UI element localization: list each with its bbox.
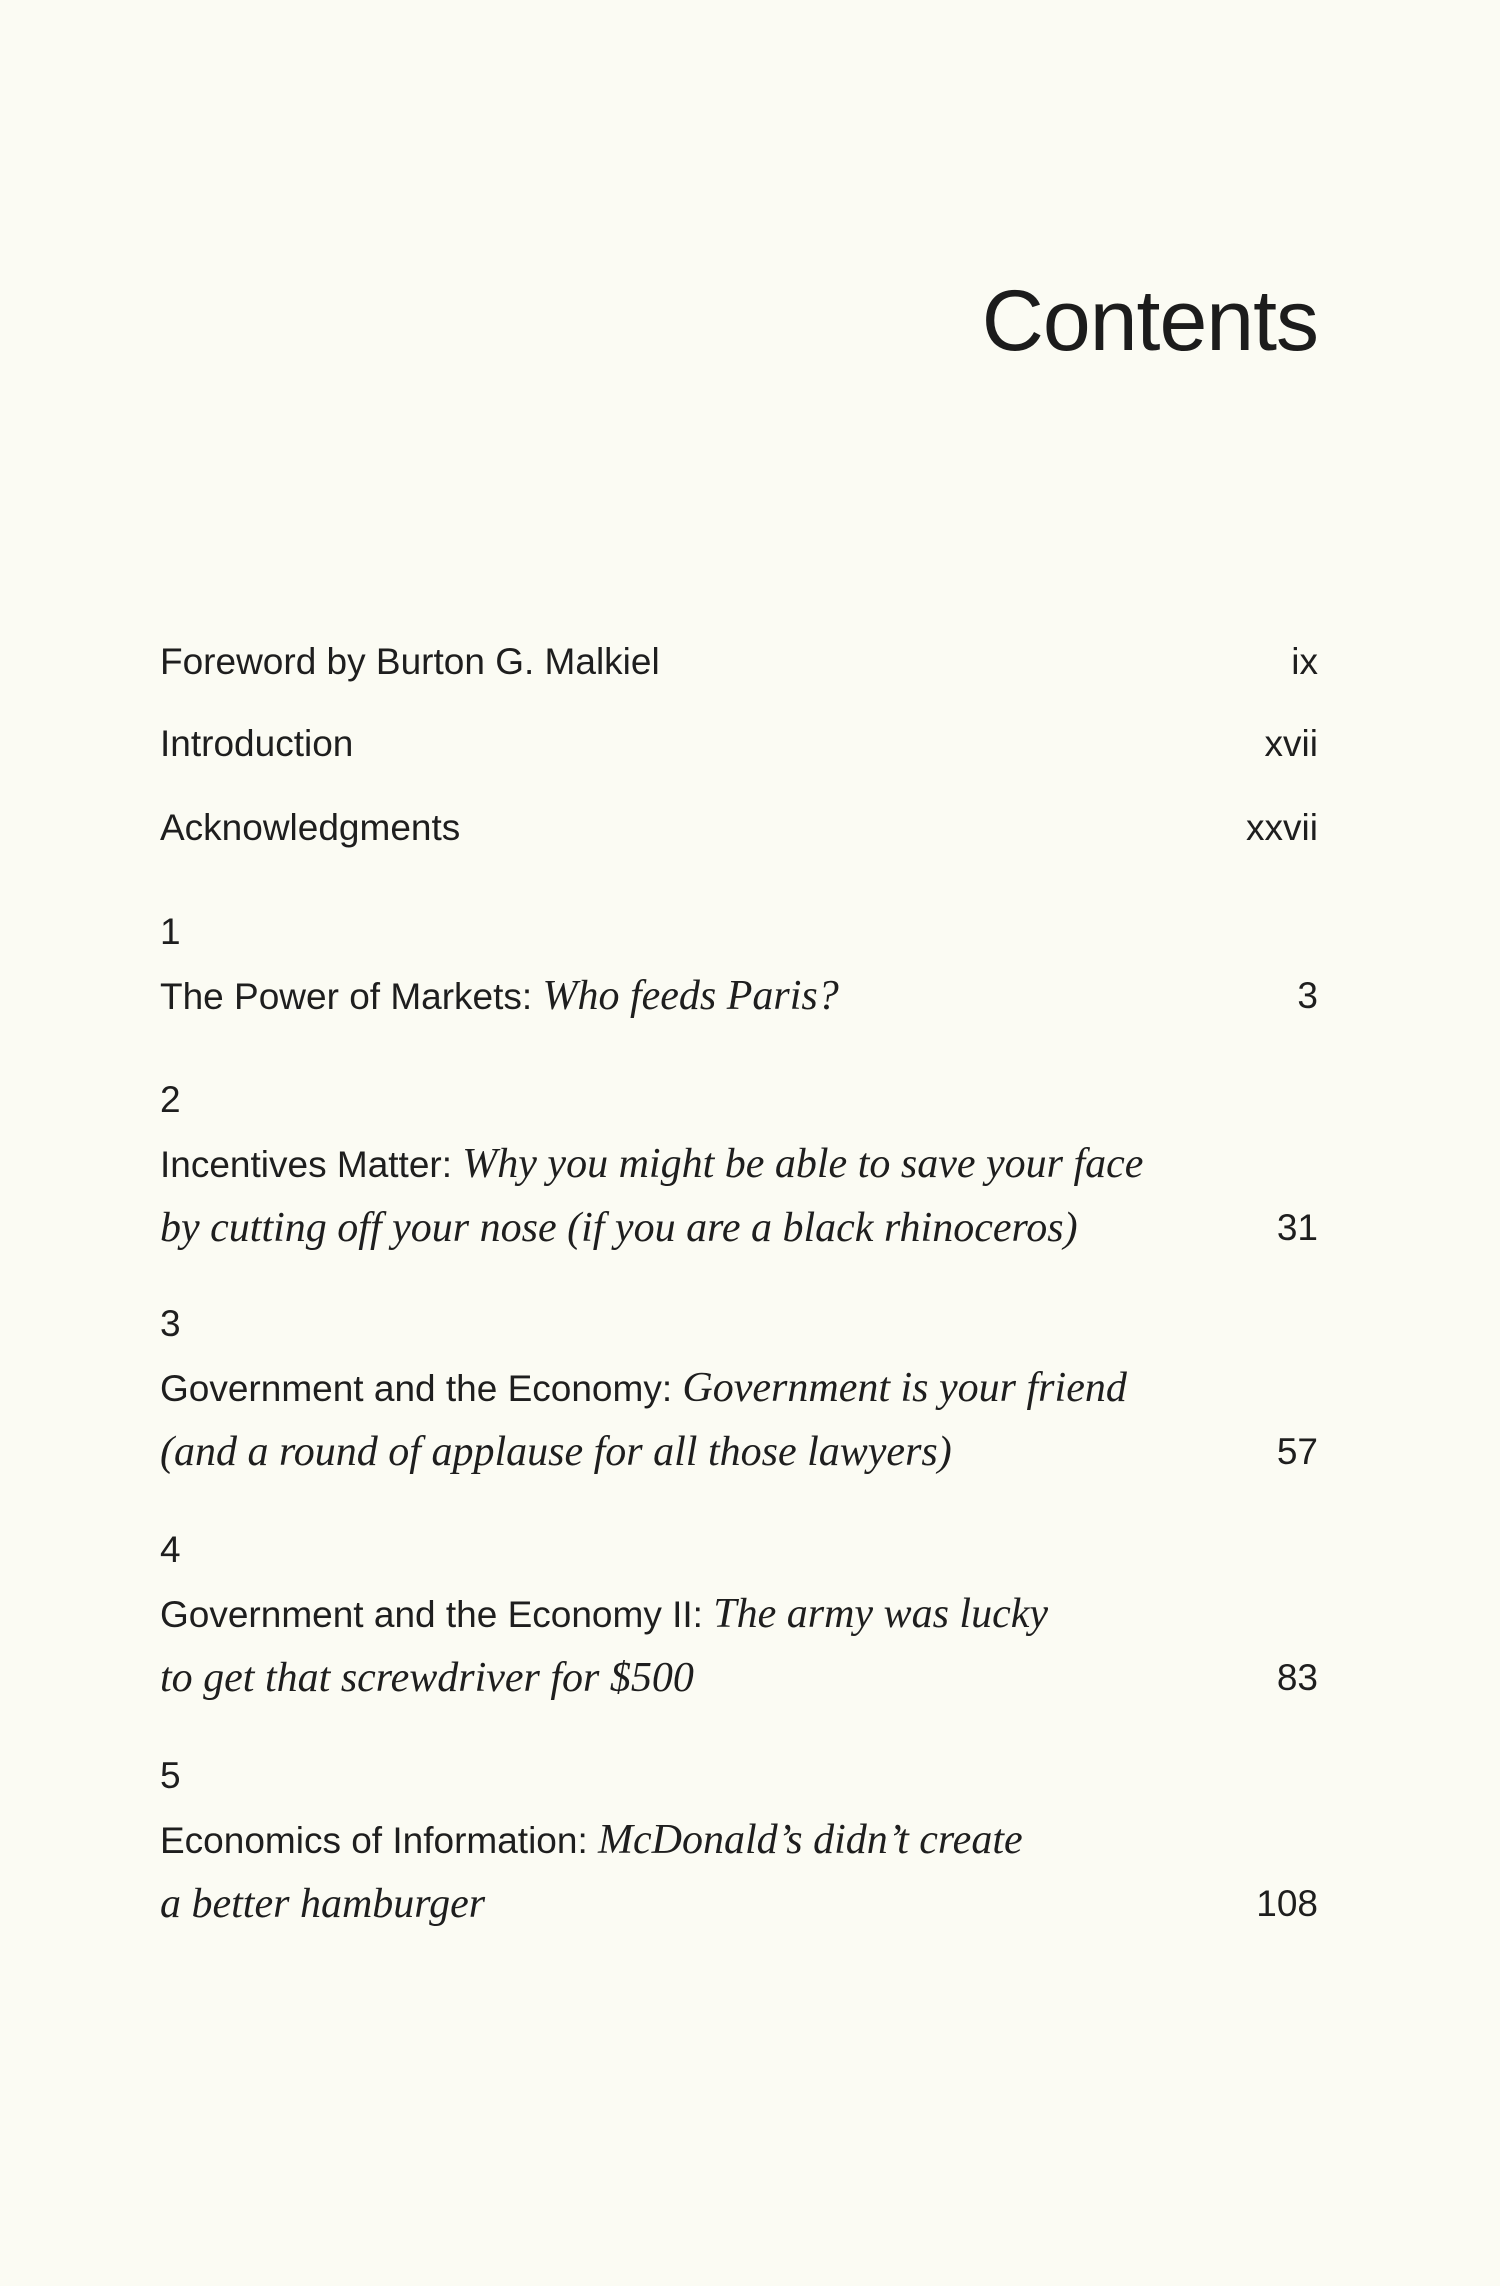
toc-entry-label: Foreword by Burton G. Malkiel xyxy=(160,641,660,682)
chapter-heading: Economics of Information: xyxy=(160,1820,588,1861)
chapter-subtitle: Who feeds Paris? xyxy=(542,973,839,1019)
chapter-number: 2 xyxy=(160,1079,181,1120)
toc-page-number: 3 xyxy=(1297,975,1318,1016)
toc-chapter-5[interactable] xyxy=(160,1744,1318,1936)
chapter-subtitle-continued: a better hamburger xyxy=(160,1881,486,1927)
toc-chapter-1[interactable] xyxy=(160,900,1318,1028)
chapter-heading: Government and the Economy: xyxy=(160,1368,673,1409)
toc-page-number: ix xyxy=(1291,641,1318,682)
chapter-heading: The Power of Markets: xyxy=(160,976,533,1017)
chapter-number: 4 xyxy=(160,1529,181,1570)
chapter-number: 5 xyxy=(160,1755,181,1796)
chapter-subtitle-continued: to get that screwdriver for $500 xyxy=(160,1655,694,1701)
chapter-subtitle: McDonald’s didn’t create xyxy=(598,1817,1023,1863)
toc-page-number: xxvii xyxy=(1246,807,1318,848)
toc-entry-label: Introduction xyxy=(160,723,354,764)
chapter-subtitle-continued: by cutting off your nose (if you are a black rhinoceros) xyxy=(160,1205,1078,1251)
toc-page-number: 83 xyxy=(1276,1657,1318,1698)
chapter-subtitle-continued: (and a round of applause for all those lawyers) xyxy=(160,1429,952,1475)
toc-page-number: 57 xyxy=(1276,1431,1318,1472)
toc-entry-acknowledgments[interactable] xyxy=(160,796,1318,860)
chapter-heading: Incentives Matter: xyxy=(160,1144,453,1185)
chapter-number: 1 xyxy=(160,911,181,952)
chapter-subtitle: Government is your friend xyxy=(682,1365,1127,1411)
chapter-heading: Government and the Economy II: xyxy=(160,1594,703,1635)
chapter-subtitle: The army was lucky xyxy=(713,1591,1049,1637)
page-title: Contents xyxy=(981,273,1318,369)
chapter-number: 3 xyxy=(160,1303,181,1344)
toc-page-number: 108 xyxy=(1256,1883,1318,1924)
toc-entry-foreword[interactable] xyxy=(160,630,1318,694)
toc-chapter-3[interactable] xyxy=(160,1292,1318,1484)
toc-chapter-2[interactable] xyxy=(160,1068,1318,1260)
toc-chapter-4[interactable] xyxy=(160,1518,1318,1710)
toc-entry-label: Acknowledgments xyxy=(160,807,461,848)
toc-page-number: xvii xyxy=(1264,723,1318,764)
toc-page-number: 31 xyxy=(1276,1207,1318,1248)
toc-entry-introduction[interactable] xyxy=(160,712,1318,776)
chapter-subtitle: Why you might be able to save your face xyxy=(462,1141,1144,1187)
